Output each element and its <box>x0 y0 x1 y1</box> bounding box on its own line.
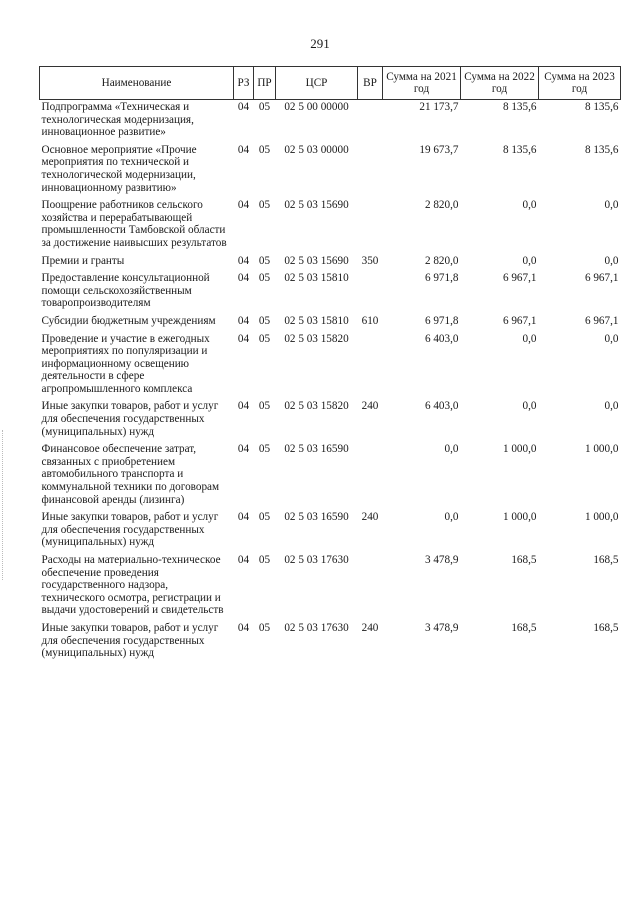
cell-sum-2023: 0,0 <box>604 332 619 345</box>
cell-rz: 04 <box>237 254 250 267</box>
cell-sum-2022: 0,0 <box>522 332 537 345</box>
cell-vr: 350 <box>361 254 379 267</box>
cell-name: Основное мероприятие «Прочие мероприятия по технической и технологической модернизации, инновационному развитию» <box>41 143 197 194</box>
cell-name: Финансовое обеспечение затрат, связанных с приобретением автомобильного транспорта и коммунальной техники по договорам финансовой аренды (лизинга) <box>41 443 220 506</box>
cell-sum-2022: 6 967,1 <box>502 272 537 285</box>
table-row <box>40 332 621 400</box>
table-row <box>40 553 621 621</box>
cell-rz: 04 <box>237 443 250 456</box>
table-row <box>40 143 621 198</box>
cell-rz: 04 <box>237 272 250 285</box>
cell-pr: 05 <box>258 314 271 327</box>
cell-vr <box>358 553 383 621</box>
cell-csr: 02 5 03 15690 <box>284 254 349 267</box>
cell-sum-2023: 168,5 <box>593 621 619 634</box>
cell-rz: 04 <box>237 332 250 345</box>
cell-sum-2023: 0,0 <box>604 199 619 212</box>
cell-sum-2023: 1 000,0 <box>584 443 619 456</box>
cell-rz: 04 <box>237 554 250 566</box>
cell-sum-2021: 0,0 <box>444 443 459 456</box>
cell-vr: 610 <box>361 314 379 327</box>
cell-sum-2023: 8 135,6 <box>584 143 619 156</box>
cell-csr: 02 5 03 17630 <box>284 554 349 566</box>
cell-pr: 05 <box>258 511 271 524</box>
cell-sum-2021: 2 820,0 <box>424 199 459 212</box>
cell-csr: 02 5 03 15810 <box>284 314 349 327</box>
table-row <box>40 100 621 143</box>
cell-pr: 05 <box>258 272 271 285</box>
table-body <box>40 100 621 664</box>
cell-vr <box>358 332 383 400</box>
cell-vr: 240 <box>361 511 379 524</box>
cell-name: Премии и гранты <box>41 254 125 267</box>
cell-sum-2022: 168,5 <box>511 554 537 566</box>
cell-pr: 05 <box>258 254 271 267</box>
header-row <box>40 67 621 100</box>
cell-sum-2023: 0,0 <box>604 254 619 267</box>
cell-sum-2023: 168,5 <box>593 554 619 566</box>
cell-pr: 05 <box>258 143 271 156</box>
cell-rz: 04 <box>237 101 250 113</box>
cell-csr: 02 5 03 16590 <box>284 511 349 524</box>
cell-pr: 05 <box>258 101 271 113</box>
cell-rz: 04 <box>237 400 250 413</box>
cell-vr <box>358 271 383 314</box>
table-row <box>40 510 621 553</box>
cell-rz: 04 <box>237 143 250 156</box>
cell-pr: 05 <box>258 621 271 634</box>
cell-sum-2022: 1 000,0 <box>502 511 537 524</box>
cell-vr: 240 <box>361 400 379 413</box>
cell-name: Проведение и участие в ежегодных мероприятиях по популяризации и информационному освещению деятельности в сфере агропромышленного комплекса <box>41 332 210 395</box>
cell-rz: 04 <box>237 621 250 634</box>
table-row <box>40 314 621 332</box>
cell-sum-2022: 8 135,6 <box>502 143 537 156</box>
cell-name: Предоставление консультационной помощи сельскохозяйственным товаропроизводителям <box>41 272 210 310</box>
cell-pr: 05 <box>258 554 271 566</box>
page-number: 291 <box>310 36 330 51</box>
cell-sum-2021: 6 971,8 <box>424 314 459 327</box>
table-row <box>40 198 621 253</box>
cell-csr: 02 5 00 00000 <box>284 101 349 113</box>
header-sum-2021: Сумма на 2021 год <box>383 67 461 100</box>
header-pr: ПР <box>254 67 276 100</box>
cell-sum-2022: 8 135,6 <box>502 101 537 113</box>
cell-vr: 240 <box>361 621 379 634</box>
cell-csr: 02 5 03 15690 <box>284 199 349 212</box>
table-row <box>40 271 621 314</box>
header-sum-2022: Сумма на 2022 год <box>461 67 539 100</box>
cell-sum-2021: 3 478,9 <box>424 554 459 566</box>
cell-vr <box>358 100 383 143</box>
header-rz: РЗ <box>234 67 254 100</box>
cell-sum-2021: 6 403,0 <box>424 400 459 413</box>
cell-csr: 02 5 03 17630 <box>284 621 349 634</box>
cell-name: Субсидии бюджетным учреждениям <box>41 314 216 327</box>
cell-sum-2022: 168,5 <box>511 621 537 634</box>
cell-name: Расходы на материально-техническое обеспечение проведения государственного надзора, технического осмотра, регистрации и выдачи удостоверений и свидетельств <box>41 554 224 617</box>
cell-sum-2023: 1 000,0 <box>584 511 619 524</box>
cell-csr: 02 5 03 15820 <box>284 400 349 413</box>
cell-sum-2022: 0,0 <box>522 199 537 212</box>
table-row <box>40 254 621 272</box>
cell-vr <box>358 143 383 198</box>
cell-pr: 05 <box>258 199 271 212</box>
cell-name: Подпрограмма «Техническая и технологическая модернизация, инновационное развитие» <box>41 101 194 139</box>
budget-table <box>39 66 621 664</box>
table-row <box>40 442 621 510</box>
cell-sum-2021: 3 478,9 <box>424 621 459 634</box>
cell-sum-2023: 8 135,6 <box>584 101 619 113</box>
cell-sum-2021: 6 971,8 <box>424 272 459 285</box>
header-csr: ЦСР <box>276 67 358 100</box>
cell-sum-2023: 0,0 <box>604 400 619 413</box>
cell-sum-2023: 6 967,1 <box>584 314 619 327</box>
table-row <box>40 399 621 442</box>
cell-pr: 05 <box>258 443 271 456</box>
cell-sum-2022: 0,0 <box>522 400 537 413</box>
cell-sum-2021: 19 673,7 <box>419 143 459 156</box>
cell-name: Иные закупки товаров, работ и услуг для обеспечения государственных (муниципальных) нужд <box>41 511 219 549</box>
header-sum-2023: Сумма на 2023 год <box>539 67 621 100</box>
cell-vr <box>358 198 383 253</box>
cell-sum-2021: 21 173,7 <box>419 101 459 113</box>
cell-sum-2022: 0,0 <box>522 254 537 267</box>
cell-name: Иные закупки товаров, работ и услуг для обеспечения государственных (муниципальных) нужд <box>41 621 219 660</box>
cell-sum-2021: 0,0 <box>444 511 459 524</box>
cell-sum-2021: 2 820,0 <box>424 254 459 267</box>
cell-name: Иные закупки товаров, работ и услуг для обеспечения государственных (муниципальных) нужд <box>41 400 219 438</box>
cell-csr: 02 5 03 15820 <box>284 332 349 345</box>
cell-sum-2021: 6 403,0 <box>424 332 459 345</box>
header-name: Наименование <box>40 67 234 100</box>
cell-sum-2022: 1 000,0 <box>502 443 537 456</box>
cell-sum-2022: 6 967,1 <box>502 314 537 327</box>
cell-rz: 04 <box>237 199 250 212</box>
cell-pr: 05 <box>258 400 271 413</box>
cell-name: Поощрение работников сельского хозяйства и перерабатывающей промышленности Тамбовской области за достижение наивысших результатов <box>41 199 227 249</box>
table-row <box>40 621 621 664</box>
cell-csr: 02 5 03 16590 <box>284 443 349 456</box>
cell-sum-2023: 6 967,1 <box>584 272 619 285</box>
cell-rz: 04 <box>237 314 250 327</box>
scan-edge-marks <box>2 430 5 580</box>
cell-csr: 02 5 03 15810 <box>284 272 349 285</box>
cell-vr <box>358 442 383 510</box>
cell-csr: 02 5 03 00000 <box>284 143 349 156</box>
header-vr: ВР <box>358 67 383 100</box>
cell-pr: 05 <box>258 332 271 345</box>
cell-rz: 04 <box>237 511 250 524</box>
